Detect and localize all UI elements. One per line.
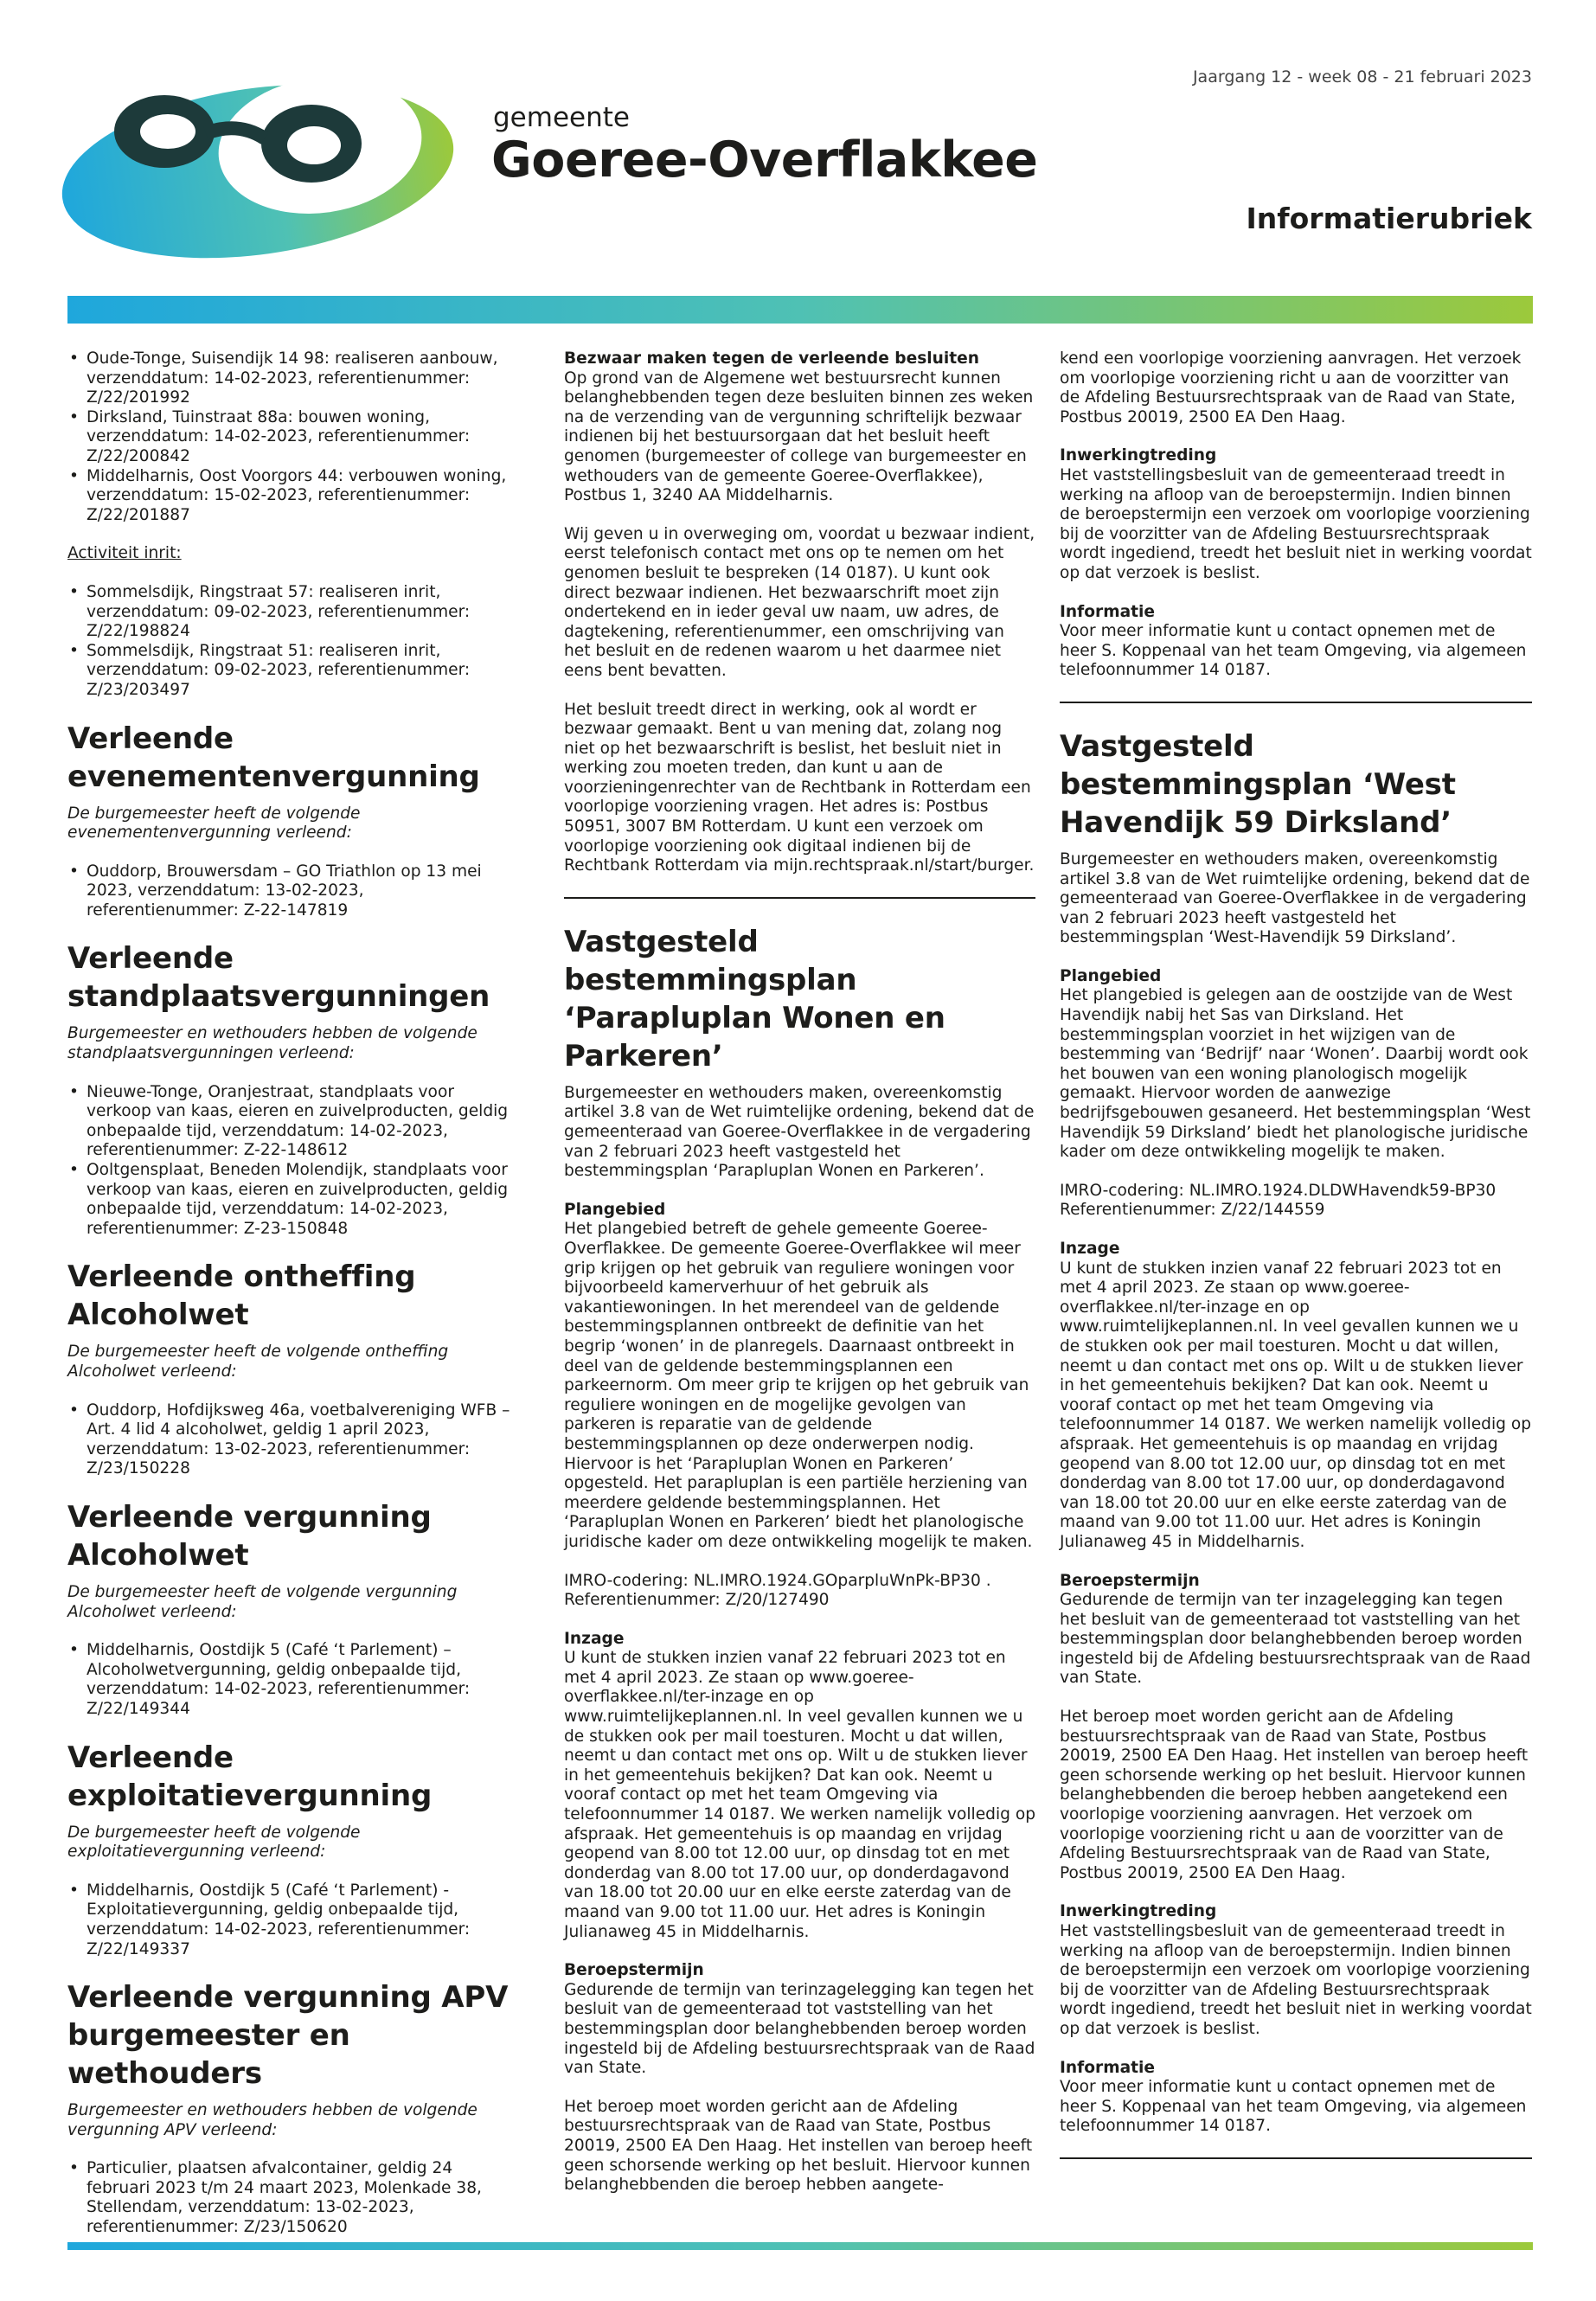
plan-intro: Burgemeester en wethouders maken, overeenkomstig artikel 3.8 van de Wet ruimtelijke ordening, bekend dat de gemeenteraad van Goeree-Overflakkee in de vergadering van 2 februari 2023 heeft vastgesteld het bestemmingsplan ‘West-Havendijk 59 Dirksland’.: [1060, 849, 1530, 947]
municipality-logo: [61, 69, 476, 264]
divider: [564, 897, 1035, 899]
beroep-heading: Beroepstermijn: [564, 1961, 704, 1980]
section-list: [67, 2159, 517, 2237]
column-3: [1060, 349, 1532, 2183]
bezwaar-heading: Bezwaar maken tegen de verleende besluiten: [564, 349, 979, 368]
plangebied-heading: Plangebied: [1060, 966, 1162, 985]
column-2: [564, 349, 1035, 2214]
info-text: Voor meer informatie kunt u contact opnemen met de heer S. Koppenaal van het team Omgeving, via algemeen telefoonnummer 14 0187.: [1060, 622, 1527, 680]
section-intro: Burgemeester en wethouders hebben de volgende standplaatsvergunningen verleend:: [67, 1024, 478, 1063]
beroep-heading: Beroepstermijn: [1060, 1571, 1200, 1590]
plangebied-text: Het plangebied betreft de gehele gemeente Goeree-Overflakkee. De gemeente Goeree-Overflakkee wil meer grip krijgen op het gebruik van reguliere woningen voor bijvoorbeeld kamerverhuur of het gebruik als vakantiewoningen. In het merendeel van de geldende bestemmingsplannen ontbreekt de definitie van het begrip ‘wonen’ in de planregels. Daarnaast ontbreekt in deel van de geldende bestemmingsplannen een parkeernorm. Om meer grip te krijgen op het gebruik van reguliere woningen en de mogelijke gevolgen van parkeren is reparatie van de geldende bestemmingsplannen op deze onderwerpen nodig. Hiervoor is het ‘Parapluplan Wonen en Parkeren’ opgesteld. Het parapluplan is een partiële herziening van meerdere geldende bestemmingsplannen. Het ‘Parapluplan Wonen en Parkeren’ biedt het planologische juridische kader om deze ontwikkeling mogelijk te maken.: [564, 1220, 1033, 1551]
brand-name: Goeree-Overflakkee: [491, 131, 1038, 189]
section-heading: Verleende ontheffing Alcoholwet: [67, 1259, 416, 1333]
brand-gemeente: gemeente: [493, 102, 630, 133]
inzage-heading: Inzage: [564, 1629, 625, 1648]
info-text: Voor meer informatie kunt u contact opnemen met de heer S. Koppenaal van het team Omgeving, via algemeen telefoonnummer 14 0187.: [1060, 2078, 1527, 2136]
section-list: [67, 1083, 517, 1240]
plangebied-heading: Plangebied: [564, 1200, 666, 1219]
inwerking-heading: Inwerkingtreding: [1060, 1902, 1217, 1921]
reference-number: Referentienummer: Z/20/127490: [564, 1591, 830, 1610]
reference-number: Referentienummer: Z/22/144559: [1060, 1201, 1325, 1220]
inwerking-text: Het vaststellingsbesluit van de gemeenteraad treedt in werking na afloop van de beroepstermijn. Indien binnen de beroepstermijn een verzoek om voorlopige voorziening bij de voorzitter van de Afdeling Bestuursrechtspraak wordt ingediend, treedt het besluit niet in werking voordat op dat verzoek is beslist.: [1060, 1922, 1532, 2038]
list-item: • Middelharnis, Oost Voorgors 44: verbouwen woning, verzenddatum: 15-02-2023, referentienummer: Z/22/201887: [67, 467, 517, 526]
section-title: Informatierubriek: [1246, 202, 1532, 235]
list-item: • Nieuwe-Tonge, Oranjestraat, standplaats voor verkoop van kaas, eieren en zuivelproducten, geldig onbepaalde tijd, verzenddatum: 14-02-2023, referentienummer: Z-22-148612: [67, 1083, 517, 1161]
section-heading: Verleende evenementenvergunning: [67, 721, 480, 794]
beroep-text: Het beroep moet worden gericht aan de Afdeling bestuursrechtspraak van de Raad van State, Postbus 20019, 2500 EA Den Haag. Het instellen van beroep heeft geen schorsende werking op het besluit. Hiervoor kunnen belanghebbenden die beroep hebben aangetekend een voorlopige voorziening aanvragen. Het verzoek om voorlopige voorziening richt u aan de voorzitter van de Afdeling Bestuursrechtspraak van de Raad van State, Postbus 20019, 2500 EA Den Haag.: [1060, 1708, 1529, 1882]
bezwaar-text: Op grond van de Algemene wet bestuursrecht kunnen belanghebbenden tegen deze besluiten binnen zes weken na de verzending van de vergunning schriftelijk bezwaar indienen bij het bestuursorgaan dat het besluit heeft genomen (burgemeester of college van burgemeester en wethouders van de gemeente Goeree-Overflakkee), Postbus 1, 3240 AA Middelharnis.: [564, 369, 1034, 505]
section-intro: De burgemeester heeft de volgende ontheffing Alcoholwet verleend:: [67, 1343, 449, 1381]
section-heading: Verleende standplaatsvergunningen: [67, 941, 490, 1015]
list-item: • Middelharnis, Oostdijk 5 (Café ‘t Parlement) – Alcoholwetvergunning, geldig onbepaalde tijd, verzenddatum: 14-02-2023, referentienummer: Z/22/149344: [67, 1641, 517, 1719]
inrit-list: [67, 583, 517, 701]
list-item: • Dirksland, Tuinstraat 88a: bouwen woning, verzenddatum: 14-02-2023, referentienummer: Z/22/200842: [67, 408, 517, 467]
footer-gradient-bar: [67, 2242, 1533, 2250]
beroep-text: Het beroep moet worden gericht aan de Afdeling bestuursrechtspraak van de Raad van State, Postbus 20019, 2500 EA Den Haag. Het instellen van beroep heeft geen schorsende werking op het besluit. Hiervoor kunnen belanghebbenden die beroep hebben aangete-: [564, 2097, 1033, 2195]
bezwaar-text: Het besluit treedt direct in werking, ook al wordt er bezwaar gemaakt. Bent u van mening dat, zolang nog niet op het bezwaarschrift is beslist, het besluit niet in werking zou moeten treden, dan kunt u aan de voorzieningenrechter van de Rechtbank in Rotterdam een voorlopige voorziening vragen. Het adres is: Postbus 50951, 3007 BM Rotterdam. U kunt een verzoek om voorlopige voorziening ook digitaal indienen bij de Rechtbank Rotterdam via mijn.rechtspraak.nl/start/burger.: [564, 700, 1035, 875]
beroep-text: Gedurende de termijn van ter inzagelegging kan tegen het besluit van de gemeenteraad tot vaststelling van het bestemmingsplan door belanghebbenden beroep worden ingesteld bij de Afdeling bestuursrechtspraak van de Raad van State.: [1060, 1591, 1531, 1688]
list-item: • Middelharnis, Oostdijk 5 (Café ‘t Parlement) - Exploitatievergunning, geldig onbepaalde tijd, verzenddatum: 14-02-2023, referentienummer: Z/22/149337: [67, 1881, 517, 1959]
plan-title: Vastgesteld bestemmingsplan ‘West Havendijk 59 Dirksland’: [1060, 728, 1456, 840]
section-heading: Verleende exploitatievergunning: [67, 1740, 433, 1813]
plan-title: Vastgesteld bestemmingsplan ‘Parapluplan Wonen en Parkeren’: [564, 924, 945, 1074]
inzage-text: U kunt de stukken inzien vanaf 22 februari 2023 tot en met 4 april 2023. Ze staan op www.goeree-overflakkee.nl/ter-inzage en op www.ruimtelijkeplannen.nl. In veel gevallen kunnen we u de stukken ook per mail toesturen. Mocht u dat willen, neemt u dan contact met ons op. Wilt u de stukken liever in het gemeentehuis bekijken? Dat kan ook. Neemt u vooraf contact op met het team Omgeving via telefoonnummer 14 0187. We werken namelijk volledig op afspraak. Het gemeentehuis is op maandag en vrijdag geopend van 8.00 tot 12.00 uur, op dinsdag tot en met donderdag van 8.00 tot 17.00 uur, op donderdagavond van 18.00 tot 20.00 uur en elke eerste zaterdag van de maand van 9.00 tot 11.00 uur. Het adres is Koningin Julianaweg 45 in Middelharnis.: [1060, 1259, 1532, 1551]
divider: [1060, 2157, 1532, 2159]
section-intro: De burgemeester heeft de volgende exploitatievergunning verleend:: [67, 1823, 361, 1862]
info-heading: Informatie: [1060, 602, 1155, 621]
section-intro: De burgemeester heeft de volgende evenementenvergunning verleend:: [67, 804, 361, 843]
list-item: • Sommelsdijk, Ringstraat 51: realiseren inrit, verzenddatum: 09-02-2023, referentienummer: Z/23/203497: [67, 642, 517, 701]
list-item: • Particulier, plaatsen afvalcontainer, geldig 24 februari 2023 t/m 24 maart 2023, Molenkade 38, Stellendam, verzenddatum: 13-02-2023, referentienummer: Z/23/150620: [67, 2159, 517, 2237]
imro-code: IMRO-codering: NL.IMRO.1924.DLDWHavendk59-BP30: [1060, 1181, 1497, 1200]
list-item: • Ooltgensplaat, Beneden Molendijk, standplaats voor verkoop van kaas, eieren en zuivelproducten, geldig onbepaalde tijd, verzenddatum: 14-02-2023, referentienummer: Z-23-150848: [67, 1161, 517, 1239]
header-gradient-bar: [67, 296, 1533, 324]
section-heading: Verleende vergunning APV burgemeester en wethouders: [67, 1980, 509, 2092]
section-heading: Verleende vergunning Alcoholwet: [67, 1499, 432, 1573]
plangebied-text: Het plangebied is gelegen aan de oostzijde van de West Havendijk nabij het Sas van Dirksland. Het bestemmingsplan voorziet in het wijzigen van de bestemming van ‘Bedrijf’ naar ‘Wonen’. Daarbij wordt ook het bouwen van een woning planologisch mogelijk gemaakt. Hiervoor worden de aanwezige bedrijfsgebouwen gesaneerd. Het bestemmingsplan ‘West Havendijk 59 Dirksland’ biedt het planologische juridische kader om deze ontwikkeling mogelijk te maken.: [1060, 986, 1531, 1162]
list-item: • Sommelsdijk, Ringstraat 57: realiseren inrit, verzenddatum: 09-02-2023, referentienummer: Z/22/198824: [67, 583, 517, 642]
section-list: [67, 1401, 517, 1479]
inrit-heading: Activiteit inrit:: [67, 544, 182, 563]
plan-intro: Burgemeester en wethouders maken, overeenkomstig artikel 3.8 van de Wet ruimtelijke ordening, bekend dat de gemeenteraad van Goeree-Overflakkee in de vergadering van 2 februari 2023 heeft vastgesteld het bestemmingsplan ‘Parapluplan Wonen en Parkeren’.: [564, 1083, 1035, 1181]
beroep-text: Gedurende de termijn van terinzagelegging kan tegen het besluit van de gemeenteraad tot vaststelling van het bestemmingsplan door belanghebbenden beroep worden ingesteld bij de Afdeling bestuursrechtspraak van de Raad van State.: [564, 1980, 1035, 2078]
imro-code: IMRO-codering: NL.IMRO.1924.GOparpluWnPk-BP30 .: [564, 1571, 991, 1590]
section-list: [67, 1881, 517, 1959]
divider: [1060, 702, 1532, 703]
section-intro: De burgemeester heeft de volgende vergunning Alcoholwet verleend:: [67, 1582, 458, 1621]
list-item: • Ouddorp, Hofdijksweg 46a, voetbalvereniging WFB – Art. 4 lid 4 alcoholwet, geldig 1 april 2023, verzenddatum: 13-02-2023, referentienummer: Z/23/150228: [67, 1401, 517, 1479]
section-list: [67, 1641, 517, 1719]
section-intro: Burgemeester en wethouders hebben de volgende vergunning APV verleend:: [67, 2101, 478, 2139]
continued-text: kend een voorlopige voorziening aanvragen. Het verzoek om voorlopige voorziening richt u aan de voorzitter van de Afdeling Bestuursrechtspraak van de Raad van State, Postbus 20019, 2500 EA Den Haag.: [1060, 349, 1522, 426]
inwerking-heading: Inwerkingtreding: [1060, 446, 1217, 465]
bezwaar-text: Wij geven u in overweging om, voordat u bezwaar indient, eerst telefonisch contact met ons op te nemen om het genomen besluit te bespreken (14 0187). U kunt ook direct bezwaar indienen. Het bezwaarschrift moet zijn ondertekend en in ieder geval uw naam, uw adres, de dagtekening, referentienummer, een omschrijving van het besluit en de redenen waarom u het daarmee niet eens bent bevatten.: [564, 524, 1035, 680]
list-item: • Ouddorp, Brouwersdam – GO Triathlon op 13 mei 2023, verzenddatum: 13-02-2023, referentienummer: Z-22-147819: [67, 862, 517, 921]
inzage-text: U kunt de stukken inzien vanaf 22 februari 2023 tot en met 4 april 2023. Ze staan op www.goeree-overflakkee.nl/ter-inzage en op www.ruimtelijkeplannen.nl. In veel gevallen kunnen we u de stukken ook per mail toesturen. Mocht u dat willen, neemt u dan contact met ons op. Wilt u de stukken liever in het gemeentehuis bekijken? Dat kan ook. Neemt u vooraf contact op met het team Omgeving via telefoonnummer 14 0187. We werken namelijk volledig op afspraak. Het gemeentehuis is op maandag en vrijdag geopend van 8.00 tot 12.00 uur, op dinsdag tot en met donderdag van 8.00 tot 17.00 uur, op donderdagavond van 18.00 tot 20.00 uur en elke eerste zaterdag van de maand van 9.00 tot 11.00 uur. Het adres is Koningin Julianaweg 45 in Middelharnis.: [564, 1649, 1036, 1941]
info-heading: Informatie: [1060, 2058, 1155, 2077]
inwerking-text: Het vaststellingsbesluit van de gemeenteraad treedt in werking na afloop van de beroepstermijn. Indien binnen de beroepstermijn een verzoek om voorlopige voorziening bij de voorzitter van de Afdeling Bestuursrechtspraak wordt ingediend, treedt het besluit niet in werking voordat op dat verzoek is beslist.: [1060, 465, 1532, 582]
section-list: [67, 862, 517, 921]
bouw-list: [67, 349, 517, 525]
issue-date: Jaargang 12 - week 08 - 21 februari 2023: [1192, 67, 1532, 87]
list-item: • Oude-Tonge, Suisendijk 14 98: realiseren aanbouw, verzenddatum: 14-02-2023, referentienummer: Z/22/201992: [67, 349, 517, 408]
column-1: [67, 349, 517, 2257]
inzage-heading: Inzage: [1060, 1240, 1120, 1258]
